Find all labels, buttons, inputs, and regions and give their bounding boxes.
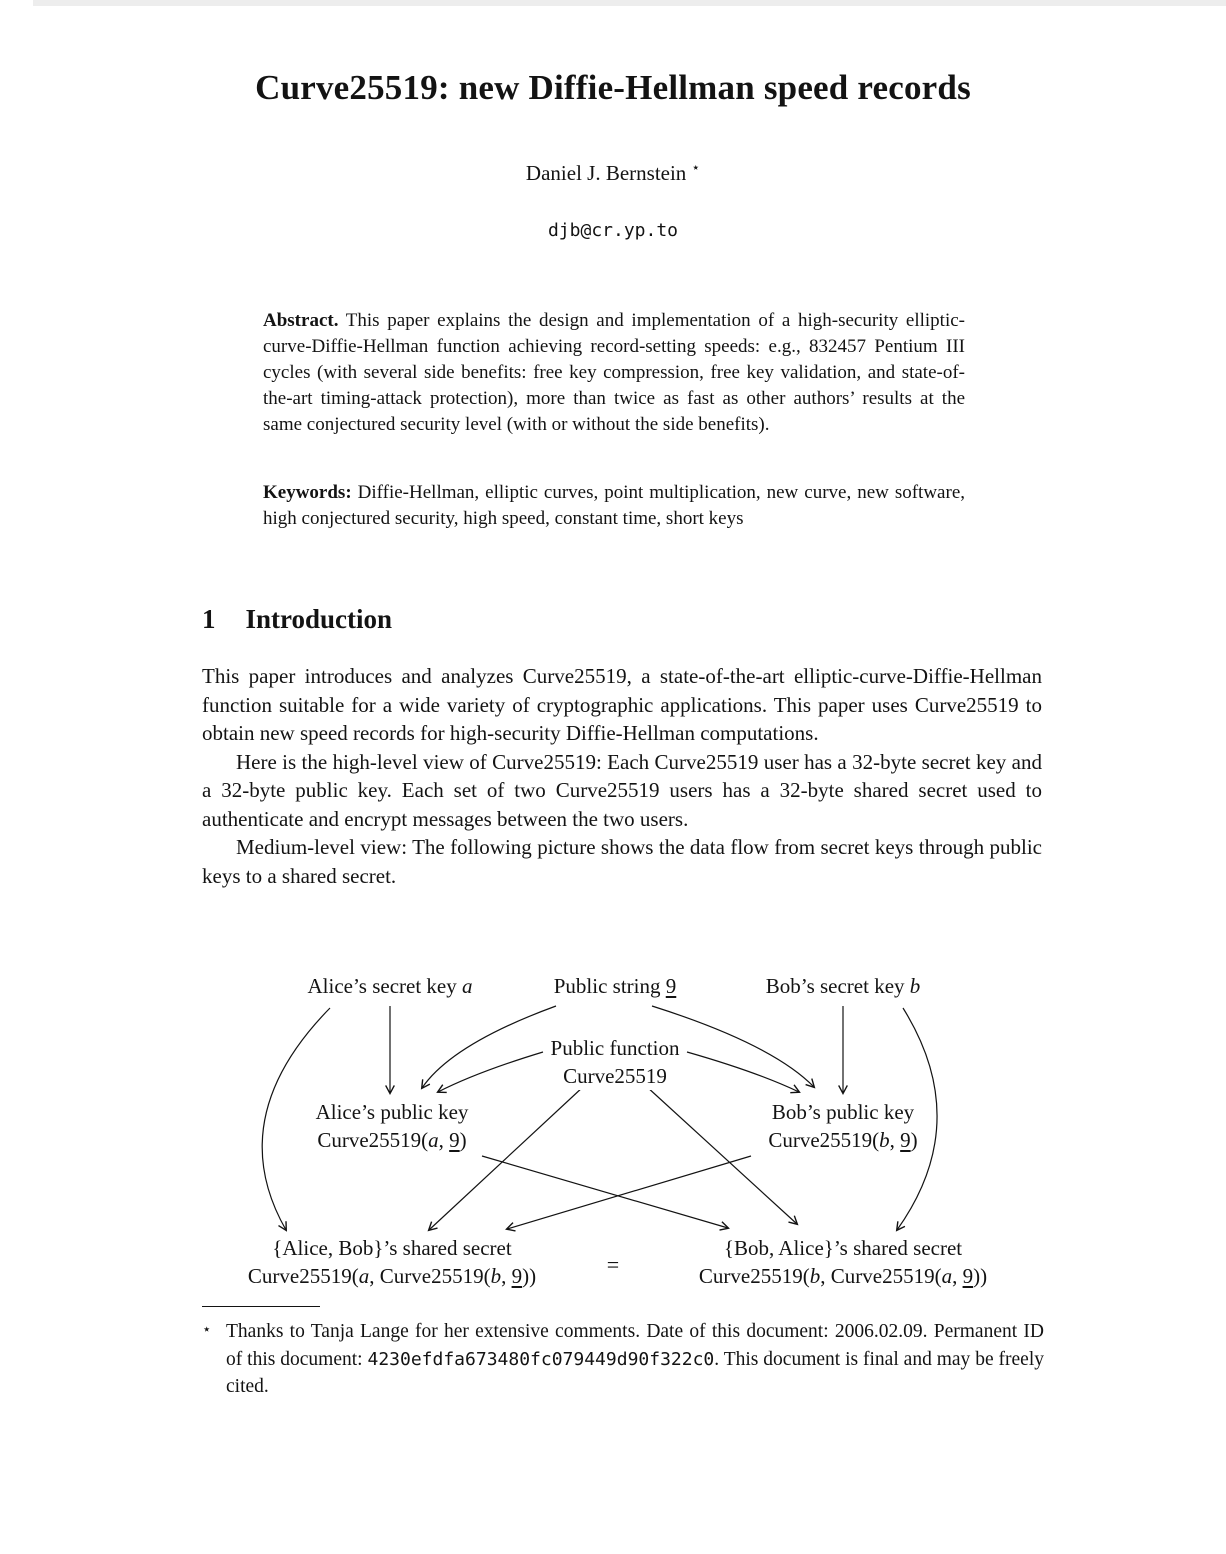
footnote-text: Thanks to Tanja Lange for her extensive comments. Date of this document: 2006.02.09. Permanent ID of this document: 4230efdfa673480fc079449d90f322c0. This document is final and may be freely cited. (226, 1321, 1044, 1397)
bob-secret-label: Bob’s secret key (765, 974, 910, 998)
arrow-public-function-to-alice-public (438, 1052, 543, 1092)
bob-public-formula: Curve25519(b, 9) (768, 1128, 918, 1152)
alice-bob-shared-formula: Curve25519(a, Curve25519(b, 9)) (247, 1264, 537, 1288)
equals-sign: = (606, 1252, 620, 1277)
abstract-text: This paper explains the design and implementation of a high-security elliptic-curve-Diffie-Hellman function achieving record-setting speeds: e.g., 832457 Pentium III cycles (with several side benefits: free key compression, free key validation, and state-of-the-art timing-attack protection), more than twice as fast as other authors’ results at the same conjectured security level (with or without the side benefits). (263, 310, 965, 435)
dataflow-diagram (0, 960, 1226, 1312)
alice-secret-label: Alice’s secret key (307, 974, 463, 998)
keywords-text: Diffie-Hellman, elliptic curves, point multiplication, new curve, new software, high conjectured security, high speed, constant time, short keys (263, 482, 966, 529)
keywords (263, 480, 965, 532)
alice-public-label: Alice’s public key (315, 1100, 469, 1124)
footnote-star-marker: ⋆ (202, 1322, 212, 1338)
section-heading (202, 604, 392, 635)
node-public-function (551, 1034, 680, 1090)
public-function-line1: Public function (550, 1036, 680, 1060)
footnote (202, 1318, 1044, 1401)
intro-paragraph-2: Here is the high-level view of Curve25519: Each Curve25519 user has a 32-byte secret key and a 32-byte public key. Each set of two Curve25519 users has a 32-byte shared secret used to authenticate and encrypt messages between the two users. (202, 749, 1042, 831)
intro-paragraph-3: Medium-level view: The following picture shows the data flow from secret keys through public keys to a shared secret. (202, 835, 1042, 888)
bob-public-label: Bob’s public key (771, 1100, 915, 1124)
intro-paragraph-1: This paper introduces and analyzes Curve25519, a state-of-the-art elliptic-curve-Diffie-Hellman function suitable for a wide variety of cryptographic applications. This paper uses Curve25519 to obtain new speed records for high-security Diffie-Hellman computations. (202, 664, 1042, 745)
abstract (263, 308, 965, 438)
node-bob-alice-shared-secret (699, 1234, 987, 1290)
arrow-bob-public-to-shared-left (507, 1156, 751, 1229)
public-string-generator: 9 (665, 974, 677, 998)
author-line (0, 160, 1226, 186)
node-public-string (554, 972, 677, 1000)
node-bob-secret-key (766, 972, 921, 1000)
page-top-edge (33, 0, 1226, 6)
arrow-public-string-to-alice-public (422, 1006, 556, 1088)
node-alice-bob-shared-secret (248, 1234, 536, 1290)
author-footnote-marker: ⋆ (691, 161, 701, 176)
keywords-label: Keywords: (263, 482, 352, 503)
author-name: Daniel J. Bernstein (525, 161, 687, 185)
bob-secret-var: b (909, 974, 921, 998)
footnote-divider (202, 1306, 320, 1307)
introduction-body (202, 662, 1042, 890)
public-string-label: Public string (553, 974, 666, 998)
arrow-public-function-to-bob-public (687, 1052, 799, 1092)
node-bob-public-key (768, 1098, 917, 1154)
alice-public-formula: Curve25519(a, 9) (317, 1128, 467, 1152)
public-function-line2: Curve25519 (563, 1064, 667, 1088)
author-email: djb@cr.yp.to (547, 220, 679, 241)
section-title: Introduction (245, 604, 393, 634)
bob-alice-shared-label: {Bob, Alice}’s shared secret (723, 1236, 963, 1260)
arrow-alice-public-to-shared-right (482, 1156, 728, 1228)
section-number: 1 (202, 604, 216, 634)
alice-secret-var: a (462, 974, 473, 998)
abstract-label: Abstract. (263, 310, 339, 331)
permanent-id: 4230efdfa673480fc079449d90f322c0 (367, 1348, 715, 1370)
alice-bob-shared-label: {Alice, Bob}’s shared secret (272, 1236, 512, 1260)
bob-alice-shared-formula: Curve25519(b, Curve25519(a, 9)) (698, 1264, 988, 1288)
node-alice-public-key (316, 1098, 469, 1154)
node-alice-secret-key (307, 972, 472, 1000)
paper-title: Curve25519: new Diffie-Hellman speed records (255, 68, 971, 107)
